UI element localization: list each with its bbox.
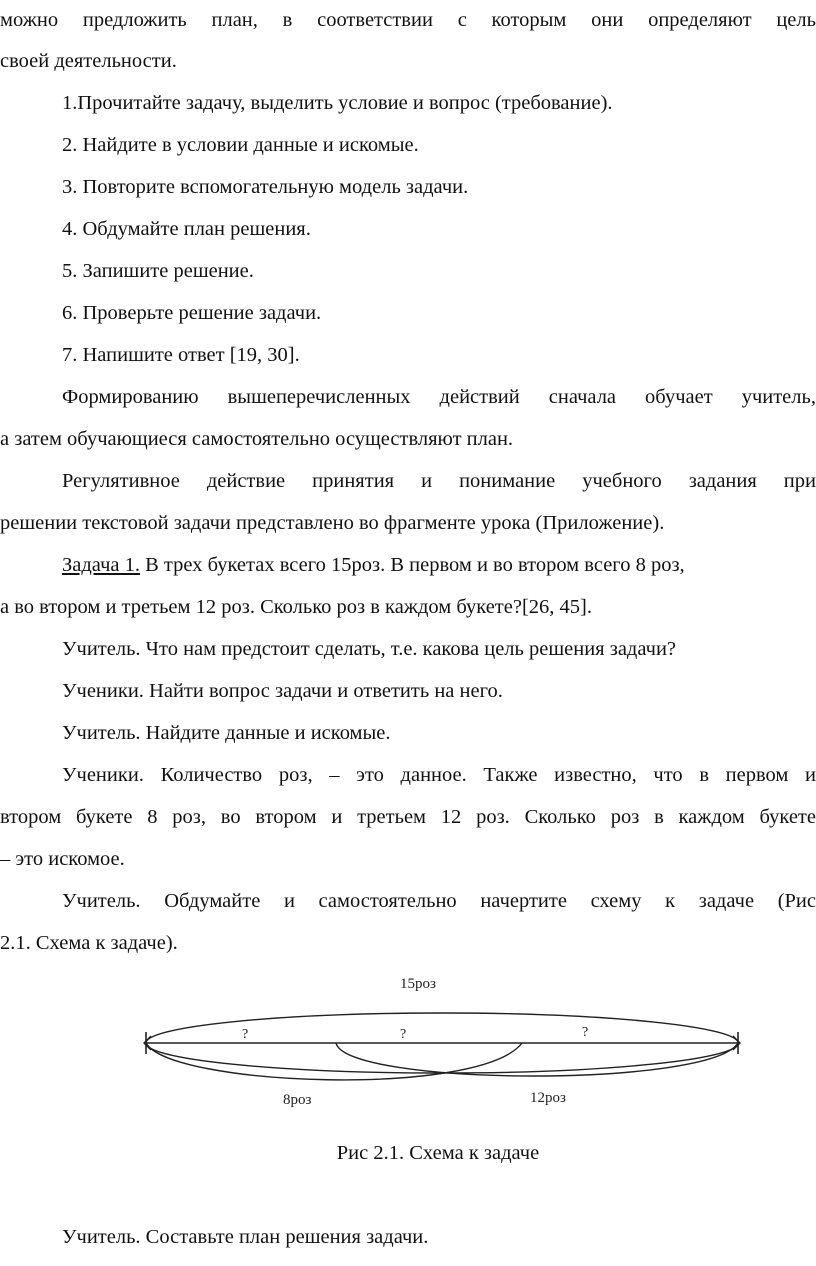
label-12: 12роз: [530, 1090, 566, 1106]
plan-step-3: 3. Повторите вспомогательную модель задачи.: [62, 176, 469, 198]
dialogue-line: Ученики. Количество роз, – это данное. Также известно, что в первом и: [62, 764, 816, 786]
label-total: 15роз: [400, 976, 436, 992]
figure-caption: Рис 2.1. Схема к задаче: [336, 1142, 540, 1164]
dialogue-line: Ученики. Найти вопрос задачи и ответить на него.: [62, 680, 503, 702]
paragraph-line: можно предложить план, в соответствии с которым они определяют цель: [0, 9, 816, 31]
paragraph-line: своей деятельности.: [0, 50, 177, 72]
dialogue-line: Учитель. Обдумайте и самостоятельно начертите схему к задаче (Рис: [62, 890, 816, 912]
dialogue-line: 2.1. Схема к задаче).: [0, 932, 178, 954]
question-1: ?: [242, 1027, 249, 1042]
plan-step-1: 1.Прочитайте задачу, выделить условие и вопрос (требование).: [62, 92, 613, 114]
dialogue-line: Учитель. Найдите данные и искомые.: [62, 722, 391, 744]
plan-step-4: 4. Обдумайте план решения.: [62, 218, 311, 240]
question-3: ?: [582, 1025, 589, 1040]
task-line: а во втором и третьем 12 роз. Сколько роз в каждом букете?[26, 45].: [0, 596, 592, 618]
dialogue-line: Учитель. Что нам предстоит сделать, т.е. какова цель решения задачи?: [62, 638, 677, 660]
dialogue-line: Учитель. Составьте план решения задачи.: [62, 1226, 429, 1248]
plan-step-5: 5. Запишите решение.: [62, 260, 254, 282]
paragraph-line: решении текстовой задачи представлено во фрагменте урока (Приложение).: [0, 512, 665, 534]
task-scheme-diagram: [130, 970, 750, 1110]
paragraph-line: Регулятивное действие принятия и понимание учебного задания при: [62, 470, 816, 492]
task-line: [0, 551, 816, 579]
plan-step-7: 7. Напишите ответ [19, 30].: [62, 344, 300, 366]
paragraph-line: а затем обучающиеся самостоятельно осуществляют план.: [0, 428, 514, 450]
paragraph-line: Формированию вышеперечисленных действий сначала обучает учитель,: [62, 386, 816, 408]
plan-step-2: 2. Найдите в условии данные и искомые.: [62, 134, 419, 156]
question-2: ?: [400, 1027, 407, 1042]
task-label: Задача 1.: [62, 554, 140, 576]
task-text: В трех букетах всего 15роз. В первом и во втором всего 8 роз,: [140, 554, 685, 576]
label-8: 8роз: [283, 1092, 312, 1108]
dialogue-line: – это искомое.: [0, 848, 125, 870]
dialogue-line: втором букете 8 роз, во втором и третьем 12 роз. Сколько роз в каждом букете: [0, 806, 816, 828]
plan-step-6: 6. Проверьте решение задачи.: [62, 302, 322, 324]
